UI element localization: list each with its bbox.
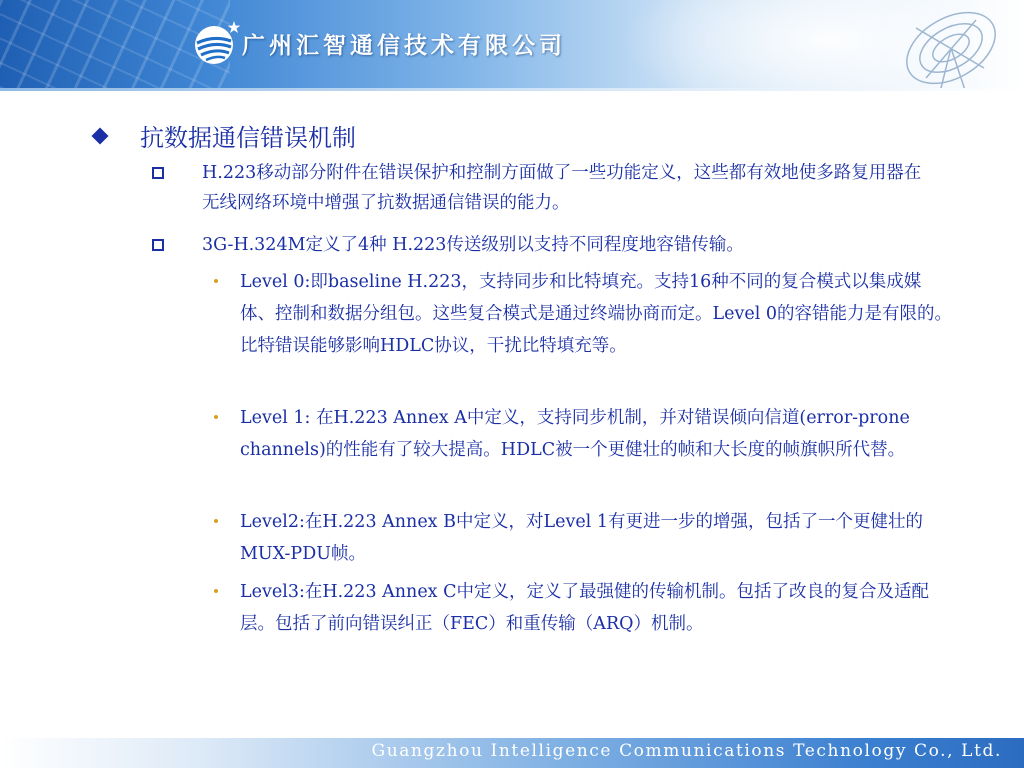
level-text: Level2:在H.223 Annex B中定义，对Level 1有更进一步的增强，包括了一个更健壮的MUX-PDU帧。 xyxy=(240,512,923,564)
level-item xyxy=(214,402,954,466)
main-heading: 抗数据通信错误机制 xyxy=(140,124,356,152)
point-text: 3G-H.324M定义了4种 H.223传送级别以支持不同程度地容错传输。 xyxy=(202,235,744,255)
dot-bullet-icon xyxy=(214,279,218,283)
dot-bullet-icon xyxy=(214,415,218,419)
dot-bullet-icon xyxy=(214,519,218,523)
satellite-dish-icon xyxy=(856,8,1006,88)
header-banner xyxy=(0,0,1024,88)
main-heading-item xyxy=(92,118,356,153)
level-item xyxy=(214,506,954,570)
diamond-bullet-icon xyxy=(92,127,109,144)
square-bullet-icon xyxy=(152,239,164,251)
level-text: Level 0:即baseline H.223，支持同步和比特填充。支持16种不同的复合模式以集成媒体、控制和数据分组包。这些复合模式是通过终端协商而定。Level 0的容错能力是有限的。比特错误能够影响HDLC协议，干扰比特填充等。 xyxy=(240,272,953,356)
company-tagline: Guangzhou Intelligence Communications Technology Co., Ltd. xyxy=(371,741,1002,761)
list-item xyxy=(152,158,932,218)
level-text: Level3:在H.223 Annex C中定义，定义了最强健的传输机制。包括了改良的复合及适配层。包括了前向错误纠正（FEC）和重传输（ARQ）机制。 xyxy=(240,582,929,634)
level-item xyxy=(214,576,954,640)
list-item xyxy=(152,230,932,260)
level-text: Level 1: 在H.223 Annex A中定义，支持同步机制，并对错误倾向信道(error-prone channels)的性能有了较大提高。HDLC被一个更健壮的帧和大长度的帧旗帜所代替。 xyxy=(240,408,910,460)
company-name: 广州汇智通信技术有限公司 xyxy=(242,33,566,59)
point-text: H.223移动部分附件在错误保护和控制方面做了一些功能定义，这些都有效地使多路复用器在无线网络环境中增强了抗数据通信错误的能力。 xyxy=(202,163,922,213)
globe-star-logo-icon xyxy=(190,17,242,69)
header-divider xyxy=(0,88,1024,91)
level-item xyxy=(214,266,954,362)
dot-bullet-icon xyxy=(214,589,218,593)
footer-bar xyxy=(0,738,1024,768)
square-bullet-icon xyxy=(152,167,164,179)
